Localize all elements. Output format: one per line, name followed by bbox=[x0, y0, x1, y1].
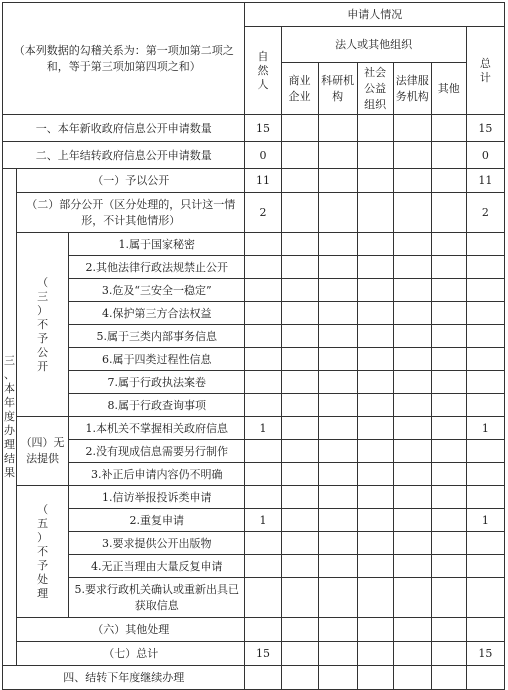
row-label: （六）其他处理 bbox=[17, 618, 245, 642]
header-note: （本列数据的勾稽关系为：第一项加第二项之和，等于第三项加第四项之和） bbox=[3, 3, 245, 115]
row-label: 二、上年结转政府信息公开申请数量 bbox=[3, 142, 245, 169]
cell-total: 15 bbox=[466, 642, 504, 666]
research-header: 科研机构 bbox=[318, 63, 357, 115]
cell-natural: 1 bbox=[245, 417, 281, 440]
row-label: 1.属于国家秘密 bbox=[69, 233, 245, 256]
cell-total: 0 bbox=[466, 142, 504, 169]
disclosure-statistics-table bbox=[2, 2, 505, 690]
table-row bbox=[3, 394, 505, 417]
row-label: 4.保护第三方合法权益 bbox=[69, 302, 245, 325]
row-label: 3.补正后申请内容仍不明确 bbox=[69, 463, 245, 486]
table-row bbox=[3, 618, 505, 642]
row-label: 1.本机关不掌握相关政府信息 bbox=[69, 417, 245, 440]
table-row bbox=[3, 348, 505, 371]
cell-natural: 1 bbox=[245, 509, 281, 532]
other-header: 其他 bbox=[431, 63, 466, 115]
legal-service-header: 法律服务机构 bbox=[393, 63, 431, 115]
table-row bbox=[3, 142, 505, 169]
section-3-label: 三 、 本 年 度 办 理 结 果 bbox=[3, 169, 17, 666]
row-label: 四、结转下年度继续办理 bbox=[3, 666, 245, 690]
table-row bbox=[3, 555, 505, 578]
table-row bbox=[3, 642, 505, 666]
group-not-handle: （ 五 ） 不 予 处 理 bbox=[17, 486, 69, 618]
table-row bbox=[3, 417, 505, 440]
cell-natural: 11 bbox=[245, 169, 281, 193]
table-row bbox=[3, 279, 505, 302]
group-not-disclose: （ 三 ） 不 予 公 开 bbox=[17, 233, 69, 417]
table-row bbox=[3, 193, 505, 233]
row-label: 3.要求提供公开出版物 bbox=[69, 532, 245, 555]
table-row bbox=[3, 509, 505, 532]
cell-total: 1 bbox=[466, 509, 504, 532]
row-label: 8.属于行政查询事项 bbox=[69, 394, 245, 417]
cell-natural: 0 bbox=[245, 142, 281, 169]
natural-person-header: 自 然 人 bbox=[245, 27, 281, 115]
cell-natural: 15 bbox=[245, 642, 281, 666]
cell-natural: 2 bbox=[245, 193, 281, 233]
cell-total: 2 bbox=[466, 193, 504, 233]
table-row bbox=[3, 440, 505, 463]
table-row bbox=[3, 371, 505, 394]
row-label: 6.属于四类过程性信息 bbox=[69, 348, 245, 371]
row-label: 3.危及“三安全一稳定” bbox=[69, 279, 245, 302]
applicant-status-header: 申请人情况 bbox=[245, 3, 505, 27]
legal-entities-header: 法人或其他组织 bbox=[281, 27, 466, 63]
row-label: 2.没有现成信息需要另行制作 bbox=[69, 440, 245, 463]
row-label: 一、本年新收政府信息公开申请数量 bbox=[3, 115, 245, 142]
commercial-header: 商业企业 bbox=[281, 63, 318, 115]
total-header: 总 计 bbox=[466, 27, 504, 115]
row-label: 5.要求行政机关确认或重新出具已获取信息 bbox=[69, 578, 245, 618]
cell-total: 15 bbox=[466, 115, 504, 142]
group-cannot-provide: （四）无法提供 bbox=[17, 417, 69, 486]
row-label: 2.其他法律行政法规禁止公开 bbox=[69, 256, 245, 279]
table-row bbox=[3, 578, 505, 618]
row-label: 2.重复申请 bbox=[69, 509, 245, 532]
table-row bbox=[3, 115, 505, 142]
row-label: 7.属于行政执法案卷 bbox=[69, 371, 245, 394]
row-label: （一）予以公开 bbox=[17, 169, 245, 193]
table-row bbox=[3, 233, 505, 256]
row-label: 4.无正当理由大量反复申请 bbox=[69, 555, 245, 578]
social-welfare-header: 社会公益组织 bbox=[357, 63, 393, 115]
row-label: 1.信访举报投诉类申请 bbox=[69, 486, 245, 509]
row-label: （二）部分公开（区分处理的，只计这一情形，不计其他情形） bbox=[17, 193, 245, 233]
row-label: （七）总计 bbox=[17, 642, 245, 666]
table-row bbox=[3, 302, 505, 325]
cell-total: 11 bbox=[466, 169, 504, 193]
table-row bbox=[3, 169, 505, 193]
table-row bbox=[3, 325, 505, 348]
cell-total: 1 bbox=[466, 417, 504, 440]
table-row bbox=[3, 463, 505, 486]
table-row bbox=[3, 532, 505, 555]
table-row bbox=[3, 486, 505, 509]
cell-natural: 15 bbox=[245, 115, 281, 142]
table-row bbox=[3, 256, 505, 279]
row-label: 5.属于三类内部事务信息 bbox=[69, 325, 245, 348]
